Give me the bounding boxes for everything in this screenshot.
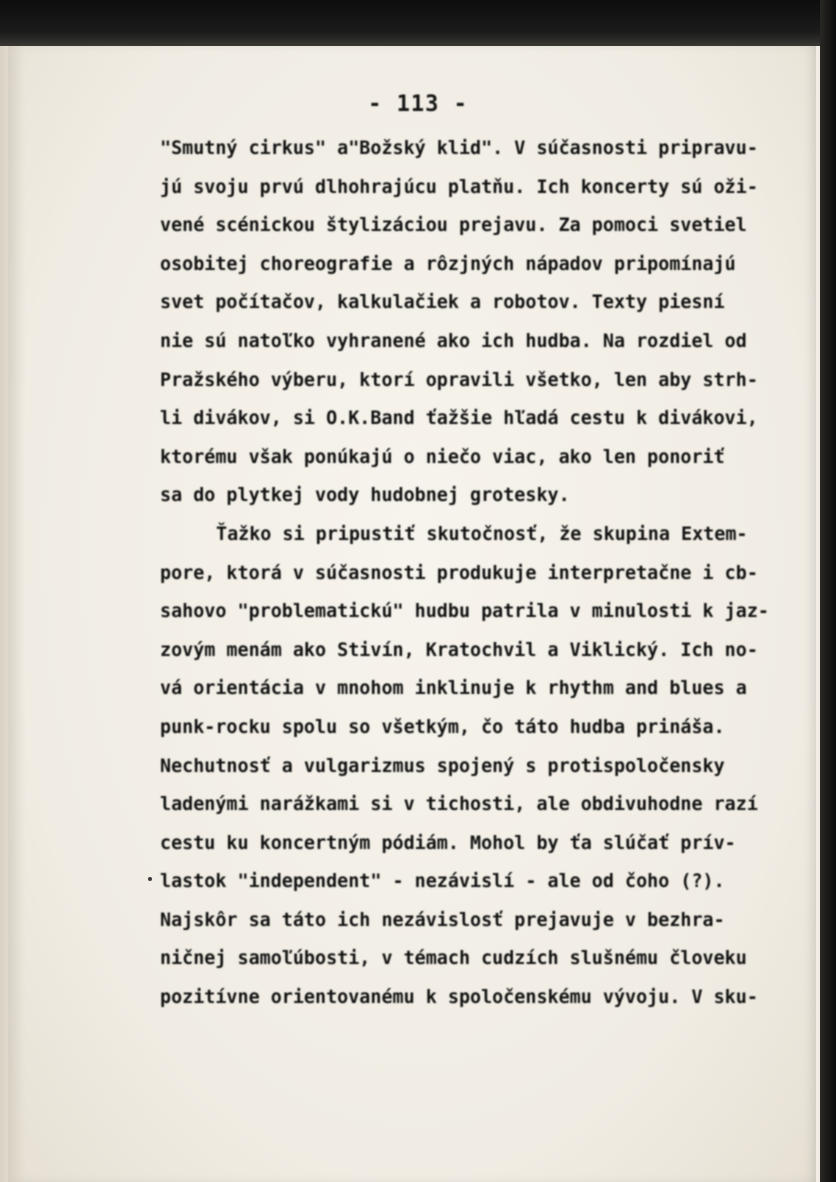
text-line: lastok "independent" - nezávislí - ale od čoho (?). <box>160 871 725 893</box>
text-line: punk-rocku spolu so všetkým, čo táto hudba prináša. <box>160 716 725 738</box>
typewritten-text <box>160 130 769 1018</box>
scan-border-right <box>820 0 836 1182</box>
text-line: svet počítačov, kalkulačiek a robotov. Texty piesní <box>160 292 725 314</box>
text-line: vené scénickou štylizáciou prejavu. Za pomoci svetiel <box>160 215 747 237</box>
text-line: ktorému však ponúkajú o niečo viac, ako len ponoriť <box>160 446 725 468</box>
text-line: ničnej samoľúbosti, v témach cudzích slušnému človeku <box>160 948 747 970</box>
text-line: cestu ku koncertným pódiám. Mohol by ťa slúčať prív- <box>160 832 736 854</box>
text-line: Najskôr sa táto ich nezávislosť prejavuje v bezhra- <box>160 909 725 931</box>
text-line: vá orientácia v mnohom inklinuje k rhythm and blues a <box>160 678 747 700</box>
text-line: sa do plytkej vody hudobnej grotesky. <box>160 485 570 507</box>
text-line: Pražského výberu, ktorí opravili všetko, len aby strh- <box>160 369 758 391</box>
text-line: jú svoju prvú dlhohrajúcu platňu. Ich koncerty sú oži- <box>160 176 758 198</box>
binding-shadow <box>0 30 26 1182</box>
text-line: zovým menám ako Stivín, Kratochvil a Viklický. Ich no- <box>160 639 758 661</box>
text-line: osobitej choreografie a rôzjných nápadov pripomínajú <box>160 253 736 275</box>
text-line: pore, ktorá v súčasnosti produkuje interpretačne i cb- <box>160 562 758 584</box>
text-line: pozitívne orientovanému k spoločenskému vývoju. V sku- <box>160 987 758 1009</box>
page-number: - 113 - <box>368 92 468 117</box>
text-line: ladenými narážkami si v tichosti, ale obdivuhodne razí <box>160 794 758 816</box>
ink-dot <box>148 877 152 881</box>
text-line: nie sú natoľko vyhranené ako ich hudba. Na rozdiel od <box>160 330 747 352</box>
scan-border-top <box>0 0 836 46</box>
text-line: sahovo "problematickú" hudbu patrila v minulosti k jaz- <box>160 601 769 623</box>
paragraph-start-line: Ťažko si pripustiť skutočnosť, že skupina Extem- <box>216 523 748 545</box>
text-line: li divákov, si O.K.Band ťažšie hľadá cestu k divákovi, <box>160 408 758 430</box>
text-line: Nechutnosť a vulgarizmus spojený s protispoločensky <box>160 755 725 777</box>
text-line: "Smutný cirkus" a"Božský klid". V súčasnosti pripravu- <box>160 138 758 159</box>
